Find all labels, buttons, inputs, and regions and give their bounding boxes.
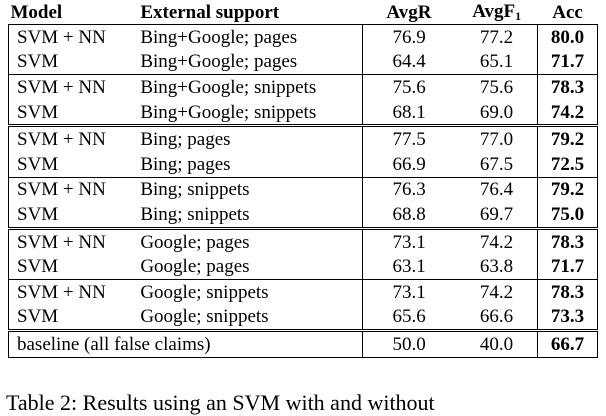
support-cell: Google; pages	[140, 228, 362, 254]
baseline-label: baseline (all false claims)	[9, 331, 363, 358]
acc-cell: 74.2	[538, 100, 598, 126]
avgr-cell: 68.8	[392, 203, 426, 225]
table-row	[9, 25, 598, 50]
avgr-cell: 76.9	[392, 26, 426, 48]
support-cell: Bing; snippets	[140, 202, 362, 228]
results-table-container	[8, 0, 598, 358]
avgr-cell: 65.6	[392, 306, 426, 328]
model-cell: SVM + NN	[9, 75, 141, 100]
model-cell: SVM	[9, 305, 141, 331]
acc-cell: 75.0	[538, 202, 598, 228]
support-cell: Google; snippets	[140, 279, 362, 304]
table-row	[9, 305, 598, 331]
header-avgf1	[456, 0, 538, 25]
avgf-cell: 66.6	[456, 305, 538, 331]
baseline-avgr: 50.0	[362, 331, 456, 358]
acc-cell: 78.3	[538, 75, 598, 100]
table-row	[9, 254, 598, 279]
avgr-cell: 73.1	[362, 228, 456, 254]
table-row	[9, 177, 598, 202]
avgf-cell: 75.6	[456, 75, 538, 100]
header-model: Model	[9, 0, 141, 25]
avgr-cell: 73.1	[362, 279, 456, 304]
avgr-cell: 64.4	[392, 51, 426, 73]
model-cell: SVM	[9, 254, 141, 279]
acc-cell: 79.2	[538, 177, 598, 202]
table-row	[9, 228, 598, 254]
acc-cell: 80.0	[538, 25, 598, 50]
baseline-avgf: 40.0	[456, 331, 538, 358]
avgf-cell: 77.2	[456, 25, 538, 50]
avgr-cell: 77.5	[362, 126, 456, 152]
model-cell: SVM + NN	[9, 25, 141, 50]
table-row	[9, 50, 598, 75]
support-cell: Google; pages	[140, 254, 362, 279]
model-cell: SVM + NN	[9, 177, 141, 202]
header-row	[9, 0, 598, 25]
table-row	[9, 279, 598, 304]
support-cell: Bing; snippets	[140, 177, 362, 202]
model-cell: SVM	[9, 50, 141, 75]
acc-cell: 71.7	[538, 50, 598, 75]
avgr-cell: 75.6	[362, 75, 456, 100]
avgf-cell: 74.2	[456, 279, 538, 304]
table-row	[9, 100, 598, 126]
avgr-cell: 76.3	[362, 177, 456, 202]
model-cell: SVM + NN	[9, 228, 141, 254]
avgr-cell: 63.1	[392, 256, 426, 278]
results-table	[8, 0, 598, 358]
support-cell: Bing; pages	[140, 126, 362, 152]
acc-cell: 78.3	[538, 279, 598, 304]
model-cell: SVM + NN	[9, 279, 141, 304]
table-row	[9, 75, 598, 100]
table-caption: Table 2: Results using an SVM with and without	[6, 390, 435, 415]
acc-cell: 78.3	[538, 228, 598, 254]
table-row	[9, 126, 598, 152]
avgf-cell: 67.5	[456, 152, 538, 177]
acc-cell: 79.2	[538, 126, 598, 152]
avgf-cell: 76.4	[456, 177, 538, 202]
baseline-row	[9, 331, 598, 358]
avgr-cell: 66.9	[392, 153, 426, 175]
acc-cell: 73.3	[538, 305, 598, 331]
header-avgf-subscript: 1	[515, 9, 522, 23]
acc-cell: 71.7	[538, 254, 598, 279]
model-cell: SVM + NN	[9, 126, 141, 152]
header-external-support: External support	[140, 0, 362, 25]
header-avgr: AvgR	[362, 0, 456, 25]
support-cell: Google; snippets	[140, 305, 362, 331]
model-cell: SVM	[9, 100, 141, 126]
support-cell: Bing+Google; pages	[140, 25, 362, 50]
header-acc: Acc	[538, 0, 598, 25]
model-cell: SVM	[9, 202, 141, 228]
header-avgf-text: AvgF	[472, 1, 516, 22]
avgf-cell: 69.7	[456, 202, 538, 228]
avgf-cell: 63.8	[456, 254, 538, 279]
avgf-cell: 69.0	[456, 100, 538, 126]
avgf-cell: 65.1	[456, 50, 538, 75]
avgf-cell: 77.0	[456, 126, 538, 152]
table-row	[9, 202, 598, 228]
support-cell: Bing+Google; pages	[140, 50, 362, 75]
avgr-cell: 68.1	[392, 101, 426, 123]
table-row	[9, 152, 598, 177]
support-cell: Bing; pages	[140, 152, 362, 177]
avgf-cell: 74.2	[456, 228, 538, 254]
model-cell: SVM	[9, 152, 141, 177]
support-cell: Bing+Google; snippets	[140, 100, 362, 126]
support-cell: Bing+Google; snippets	[140, 75, 362, 100]
table-body	[9, 25, 598, 358]
acc-cell: 72.5	[538, 152, 598, 177]
baseline-acc: 66.7	[538, 331, 598, 358]
